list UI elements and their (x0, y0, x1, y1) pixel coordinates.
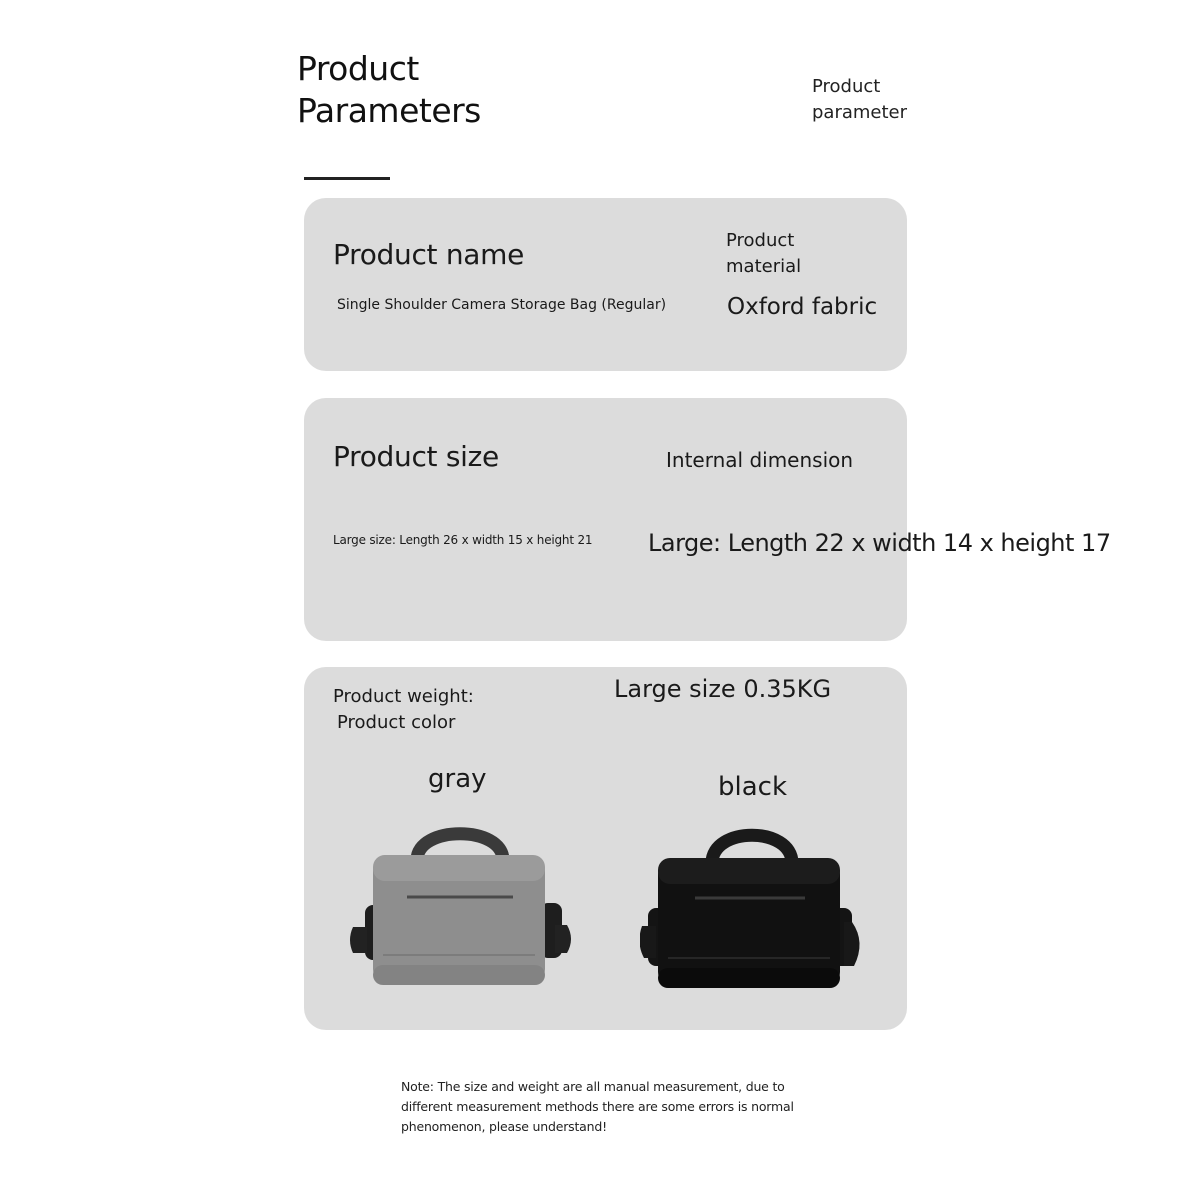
page-subtitle-line2: parameter (812, 102, 908, 123)
internal-dimension-value: Large: Length 22 x width 14 x height 17 (648, 529, 1111, 557)
product-name-label: Product name (333, 238, 525, 271)
page-title-line2: Parameters (297, 91, 481, 130)
product-weight-label: Product weight: (333, 686, 474, 707)
product-name-value: Single Shoulder Camera Storage Bag (Regular) (337, 297, 667, 313)
product-material-label-line2: material (726, 256, 802, 277)
page-title (297, 48, 481, 132)
color-label-black: black (718, 772, 788, 802)
product-name-card (304, 198, 907, 371)
page-subtitle (812, 74, 907, 126)
page-title-line1: Product (297, 49, 419, 88)
product-material-label-line1: Product (726, 230, 795, 251)
page-subtitle-line1: Product (812, 76, 881, 97)
product-color-label: Product color (337, 712, 456, 733)
product-size-value: Large size: Length 26 x width 15 x height 21 (333, 533, 593, 547)
black-bag-image (640, 818, 870, 993)
measurement-note: Note: The size and weight are all manual measurement, due to different measurement methods there are some errors is normal phenomenon, please understand! (401, 1079, 794, 1134)
gray-bag-image (345, 815, 575, 990)
product-weight-value: Large size 0.35KG (614, 675, 832, 703)
product-material-label (726, 228, 801, 280)
title-divider (304, 177, 390, 180)
product-material-value: Oxford fabric (727, 294, 878, 320)
internal-dimension-label: Internal dimension (666, 448, 854, 472)
product-size-card (304, 398, 907, 641)
product-size-label: Product size (333, 440, 499, 473)
color-label-gray: gray (428, 764, 487, 794)
